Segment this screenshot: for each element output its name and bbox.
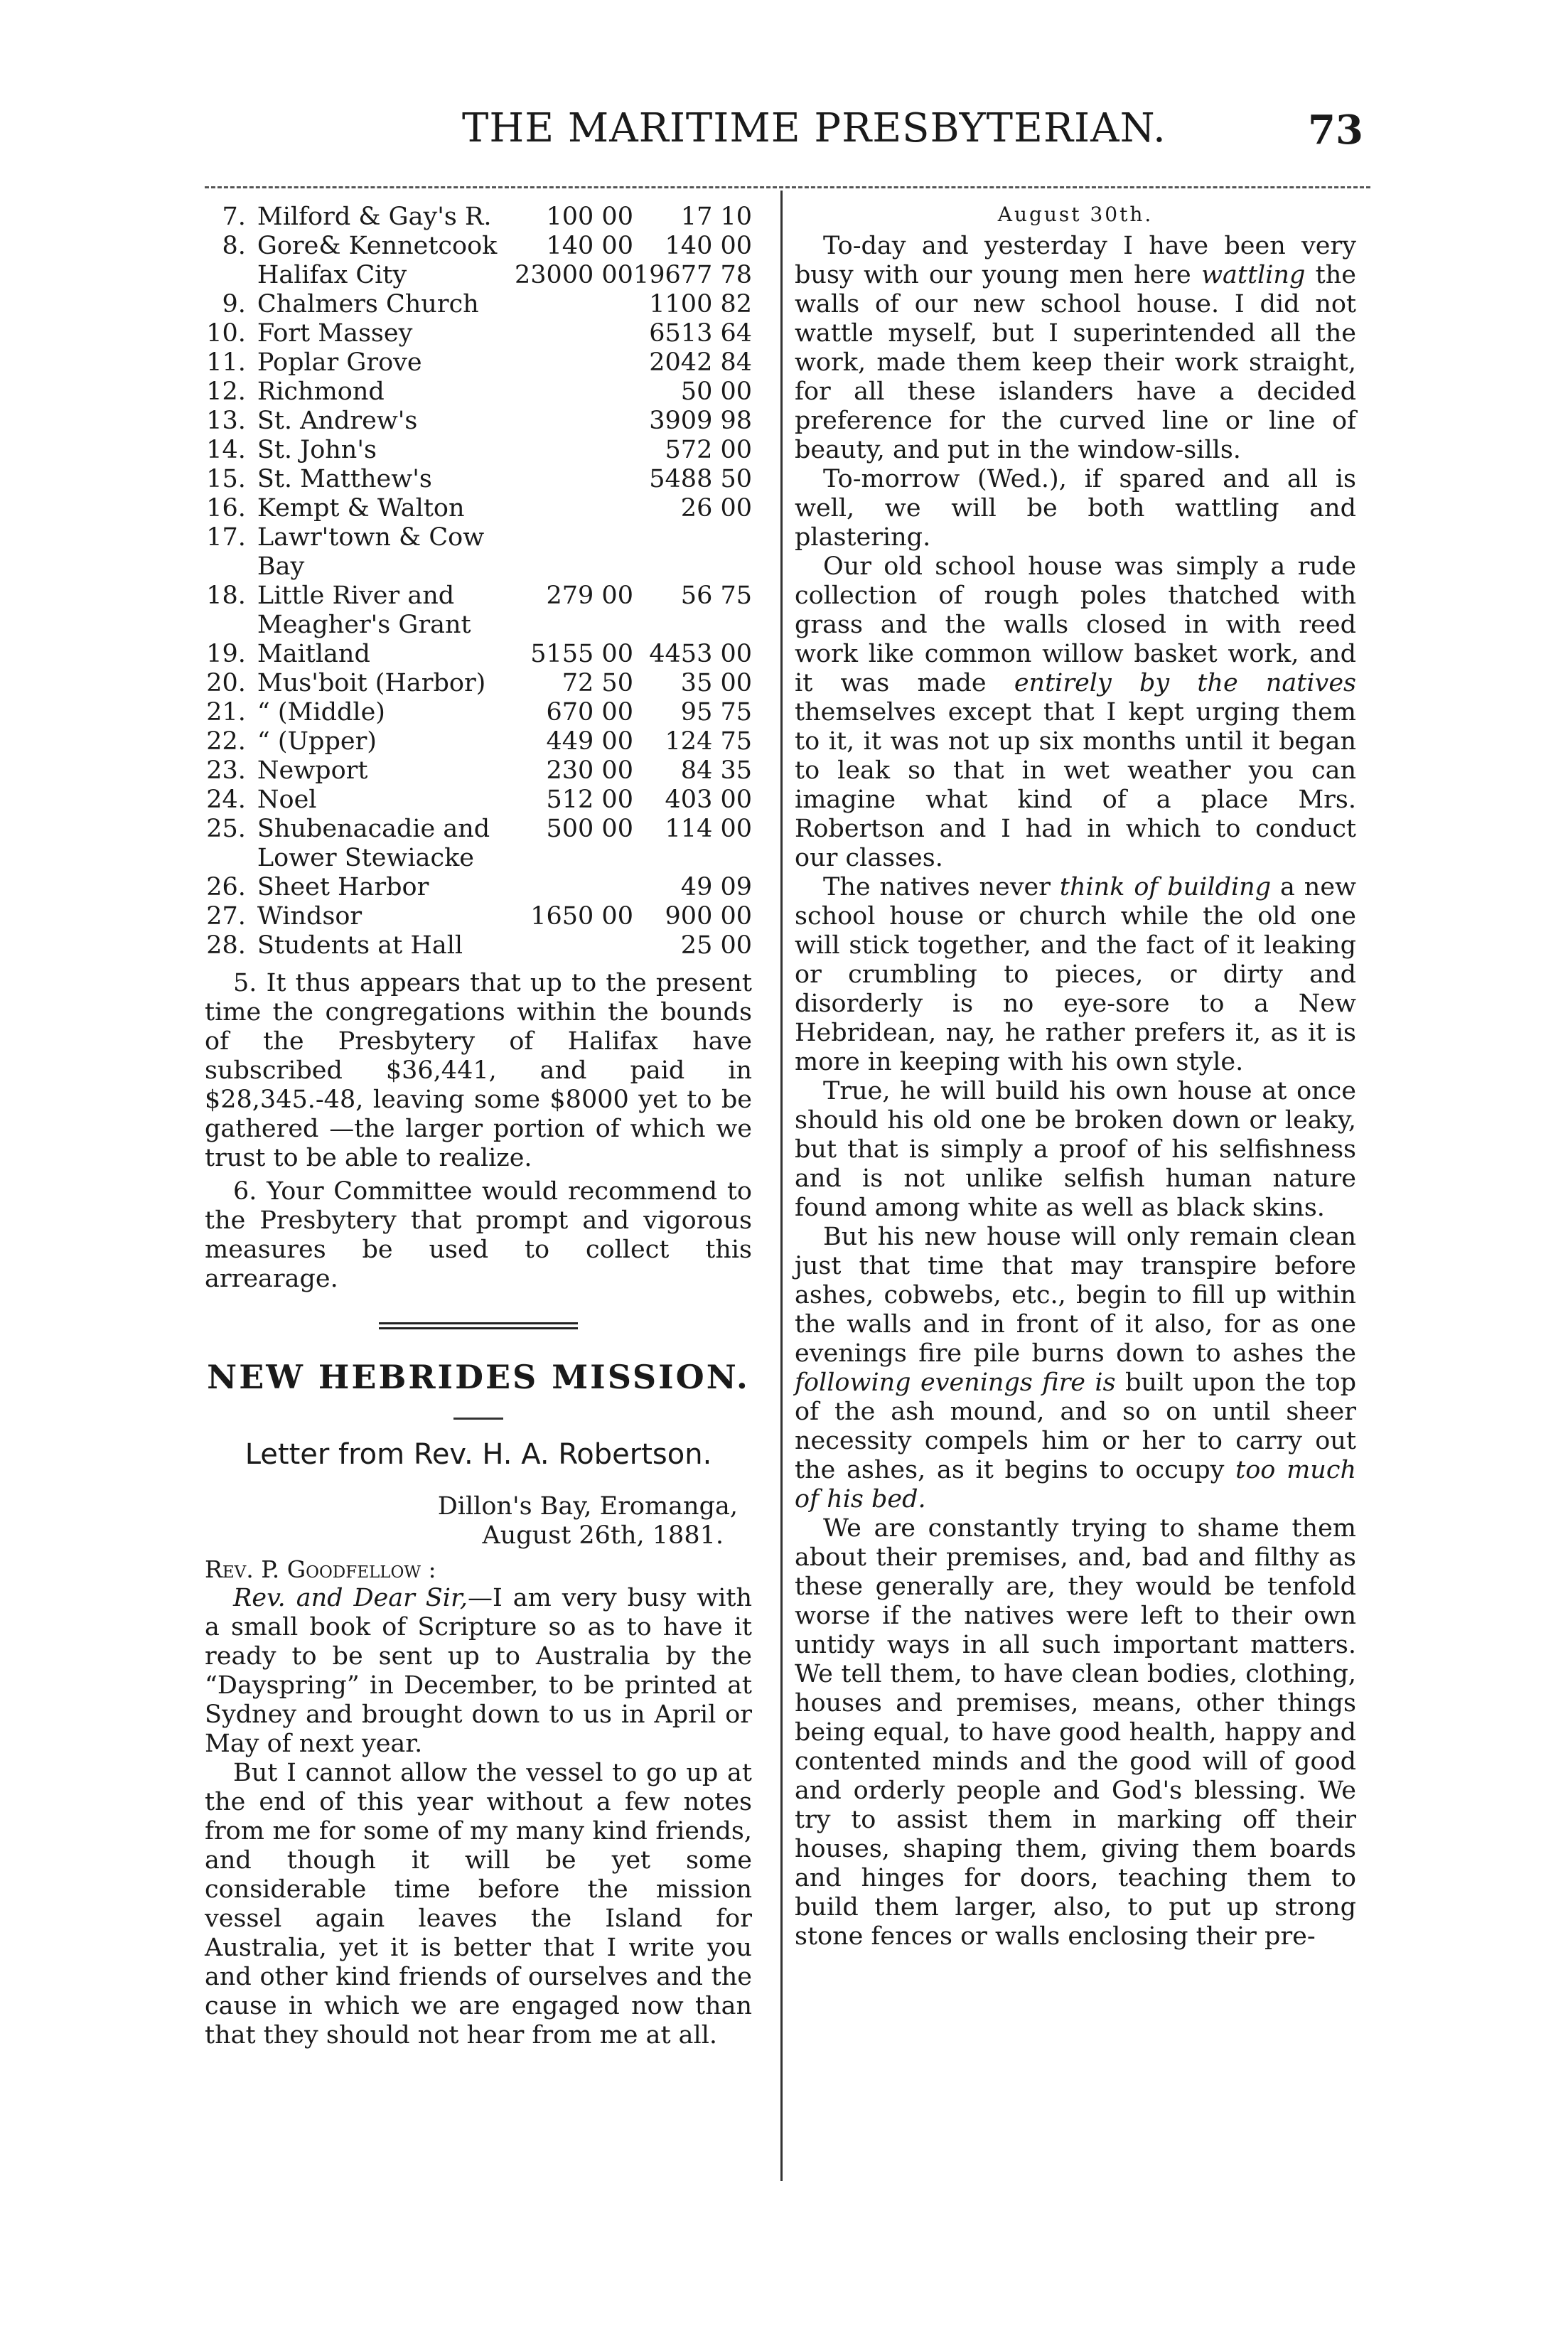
table-row [205, 902, 752, 931]
subscribed-amount [509, 523, 633, 582]
subscribed-amount [509, 290, 633, 319]
subscribed-amount [509, 319, 633, 348]
paid-amount: 19677 78 [633, 261, 752, 289]
congregation-name: “ (Upper) [257, 727, 377, 756]
right-paragraph-3 [795, 552, 1356, 873]
congregation-name: Shubenacadie and Lower Stewiacke [257, 815, 490, 872]
paid-amount: 5488 50 [649, 465, 752, 493]
table-row [205, 319, 752, 348]
paid-amount: 35 00 [680, 669, 752, 697]
italic-run: think of building [1059, 873, 1272, 901]
congregation-name: Kempt & Walton [257, 494, 465, 523]
table-row [205, 407, 752, 436]
congregation-name: Maitland [257, 640, 370, 668]
congregation-name: Chalmers Church [257, 290, 479, 318]
letter-date: August 26th, 1881. [482, 1521, 724, 1550]
row-number: 20. [206, 669, 246, 697]
row-number: 12. [206, 377, 246, 406]
page-header-title: THE MARITIME PRESBYTERIAN. [462, 105, 1166, 151]
paid-amount: 26 00 [680, 494, 752, 523]
table-row [205, 756, 752, 786]
right-paragraph-5: True, he will build his own house at once should his old one be broken down or leaky, but that is simply a proof of his selfishness and is not unlike selfish human nature found among white as well as black skins. [795, 1077, 1356, 1222]
row-number: 17. [206, 523, 246, 552]
right-column [795, 203, 1356, 1951]
table-row [205, 786, 752, 815]
table-row [205, 494, 752, 523]
text-run: The natives never [823, 873, 1060, 901]
subscribed-amount [509, 873, 633, 902]
row-number: 9. [222, 290, 246, 318]
paid-amount: 124 75 [665, 727, 752, 756]
right-paragraph-4 [795, 873, 1356, 1077]
text-run: themselves except that I kept urging them to it, it was not up six months until it began to leak so that in wet weather you can imagine what kind of a place Mrs. Robertson and I had in which to conduct our classes. [795, 698, 1356, 872]
title-rule [453, 1418, 503, 1420]
paid-amount: 49 09 [680, 873, 752, 901]
paid-amount: 50 00 [680, 377, 752, 406]
subscribed-amount: 1650 00 [530, 902, 633, 931]
congregation-name: Gore& Kennetcook [257, 232, 498, 260]
row-number: 23. [206, 756, 246, 785]
subscribed-amount [509, 436, 633, 465]
italic-run: entirely by the natives [1014, 669, 1356, 697]
section-divider [379, 1322, 578, 1329]
table-row [205, 640, 752, 669]
row-number: 19. [206, 640, 246, 668]
addressee: Rev. P. Goodfellow : [205, 1555, 436, 1583]
subscribed-amount: 500 00 [546, 815, 633, 843]
congregation-name: Lawr'town & Cow Bay [257, 523, 485, 581]
paid-amount: 17 10 [680, 203, 752, 231]
subscribed-amount: 449 00 [546, 727, 633, 756]
paid-amount: 25 00 [680, 931, 752, 960]
right-paragraph-2: To-morrow (Wed.), if spared and all is well, we will be both wattling and plastering. [795, 465, 1356, 552]
congregation-name: Newport [257, 756, 368, 785]
letter-place: Dillon's Bay, Eromanga, [437, 1492, 738, 1521]
page-number: 73 [1308, 107, 1363, 154]
dateline [205, 1492, 752, 1550]
table-row [205, 669, 752, 698]
paid-amount: 1100 82 [649, 290, 752, 318]
italic-run: wattling [1201, 261, 1306, 289]
letter-paragraph-1 [205, 1584, 752, 1759]
congregation-name: Little River and Meagher's Grant [257, 582, 471, 639]
subscribed-amount: 23000 00 [514, 261, 633, 289]
congregation-name: Fort Massey [257, 319, 413, 348]
row-number: 16. [206, 494, 246, 523]
congregation-name: Students at Hall [257, 931, 463, 960]
table-row [205, 727, 752, 756]
text-run: the walls of our new school house. I did not wattle myself, but I superintended all the work, made them keep their work straight, for all these islanders have a decided preference for the curved line or line of beauty, and put in the window-sills. [795, 261, 1356, 464]
table-row [205, 232, 752, 261]
letter-heading: Letter from Rev. H. A. Robertson. [245, 1438, 712, 1471]
paid-amount: 3909 98 [649, 407, 752, 435]
table-row [205, 931, 752, 960]
paid-amount: 4453 00 [649, 640, 752, 668]
row-number: 13. [206, 407, 246, 435]
paid-amount: 95 75 [680, 698, 752, 727]
table-row [205, 465, 752, 494]
paragraph-6: 6. Your Committee would recommend to the Presbytery that prompt and vigorous measures be used to collect this arrearage. [205, 1177, 752, 1293]
text-run: But his new house will only remain clean just that time that may transpire before ashes, cobwebs, etc., begin to fill up within the walls and in front of it also, for as one evenings fire pile burns down to ashes the [795, 1223, 1356, 1368]
subscribed-amount [509, 348, 633, 377]
left-column [205, 203, 752, 2050]
letter-paragraph-1-text: —I am very busy with a small book of Scripture so as to have it ready to be sent up to Australia by the “Dayspring” in December, to be printed at Sydney and brought down to us in April or May of next year. [205, 1584, 752, 1758]
subscribed-amount: 100 00 [546, 203, 633, 231]
header-rule [205, 186, 1370, 188]
table-row [205, 436, 752, 465]
italic-run: too much of his bed. [795, 1456, 1356, 1513]
table-row [205, 203, 752, 232]
row-number: 21. [206, 698, 246, 727]
row-number: 8. [222, 232, 246, 260]
congregation-name: Sheet Harbor [257, 873, 429, 901]
congregation-table [205, 203, 752, 960]
row-number [205, 261, 257, 290]
row-number: 7. [222, 203, 246, 231]
text-run: built upon the top of the ash mound, and so on until sheer necessity compels him or her to carry out the ashes, as it begins to occupy [795, 1368, 1356, 1484]
subscribed-amount: 670 00 [546, 698, 633, 727]
congregation-name: Milford & Gay's R. [257, 203, 492, 231]
row-number: 11. [206, 348, 246, 377]
text-run: To-day and yesterday I have been very busy with our young men here [795, 232, 1356, 289]
subscribed-amount [509, 931, 633, 960]
subscribed-amount [509, 377, 633, 407]
table-row [205, 348, 752, 377]
table-row [205, 873, 752, 902]
italic-run: following evenings fire is [795, 1368, 1116, 1397]
right-paragraph-6 [795, 1223, 1356, 1514]
entry-date-heading: August 30th. [997, 203, 1154, 226]
congregation-name: St. Andrew's [257, 407, 418, 435]
subscribed-amount: 230 00 [546, 756, 633, 785]
row-number: 27. [206, 902, 246, 931]
congregation-name: Noel [257, 786, 317, 814]
text-run: Our old school house was simply a rude collection of rough poles thatched with grass and the walls closed in with reed work like common willow basket work, and it was made [795, 552, 1356, 697]
letter-paragraph-2: But I cannot allow the vessel to go up at the end of this year without a few notes from me for some of my many kind friends, and though it will be yet some considerable time before the mission vessel again leaves the Island for Australia, yet it is better that I write you and other kind friends of ourselves and the cause in which we are engaged now than that they should not hear from me at all. [205, 1759, 752, 2050]
row-number: 18. [206, 582, 246, 610]
column-divider [780, 191, 783, 2181]
table-row [205, 582, 752, 640]
congregation-name: St. Matthew's [257, 465, 432, 493]
paid-amount: 114 00 [665, 815, 752, 843]
section-title: NEW HEBRIDES MISSION. [207, 1358, 750, 1396]
subscribed-amount [509, 465, 633, 494]
paid-amount: 403 00 [665, 786, 752, 814]
paid-amount: 572 00 [665, 436, 752, 464]
paid-amount: 84 35 [680, 756, 752, 785]
paragraph-5: 5. It thus appears that up to the present time the congregations within the bounds of the Presbytery of Halifax have subscribed $36,441, and paid in $28,345.-48, leaving some $8000 yet to be gathered —the larger portion of which we trust to be able to realize. [205, 969, 752, 1172]
subscribed-amount [509, 494, 633, 523]
paid-amount: 140 00 [665, 232, 752, 260]
paid-amount: 2042 84 [649, 348, 752, 377]
subscribed-amount: 140 00 [546, 232, 633, 260]
congregation-name: “ (Middle) [257, 698, 385, 727]
table-row [205, 698, 752, 727]
right-paragraph-7: We are constantly trying to shame them about their premises, and, bad and filthy as these generally are, they would be tenfold worse if the natives were left to their own untidy ways in all such important matters. We tell them, to have clean bodies, clothing, houses and premises, means, other things being equal, to have good health, happy and contented minds and the good will of good and orderly people and God's blessing. We try to assist them in marking off their houses, shaping them, giving them boards and hinges for doors, teaching them to build them larger, also, to put up strong stone fences or walls enclosing their pre- [795, 1514, 1356, 1951]
paid-amount: 56 75 [680, 582, 752, 610]
paid-amount: 6513 64 [649, 319, 752, 348]
table-row [205, 261, 752, 290]
congregation-name: Halifax City [257, 261, 407, 289]
congregation-name: Windsor [257, 902, 363, 931]
subscribed-amount: 5155 00 [530, 640, 633, 668]
table-row [205, 523, 752, 582]
table-row [205, 815, 752, 873]
salutation: Rev. and Dear Sir, [233, 1584, 468, 1612]
right-paragraph-1 [795, 232, 1356, 465]
text-run: a new school house or church while the old one will stick together, and the fact of it leaking or crumbling to pieces, or dirty and disorderly is no eye-sore to a New Hebridean, nay, he rather prefers it, as it is more in keeping with his own style. [795, 873, 1356, 1076]
subscribed-amount: 512 00 [546, 786, 633, 814]
row-number: 28. [206, 931, 246, 960]
subscribed-amount [509, 407, 633, 436]
subscribed-amount: 72 50 [562, 669, 633, 697]
table-row [205, 290, 752, 319]
row-number: 15. [206, 465, 246, 493]
row-number: 14. [206, 436, 246, 464]
congregation-name: Poplar Grove [257, 348, 422, 377]
congregation-name: St. John's [257, 436, 377, 464]
congregation-name: Richmond [257, 377, 385, 406]
row-number: 24. [206, 786, 246, 814]
paid-amount [633, 523, 752, 582]
row-number: 26. [206, 873, 246, 901]
row-number: 22. [206, 727, 246, 756]
row-number: 10. [206, 319, 246, 348]
subscribed-amount: 279 00 [546, 582, 633, 610]
row-number: 25. [206, 815, 246, 843]
table-row [205, 377, 752, 407]
congregation-name: Mus'boit (Harbor) [257, 669, 486, 697]
paid-amount: 900 00 [665, 902, 752, 931]
